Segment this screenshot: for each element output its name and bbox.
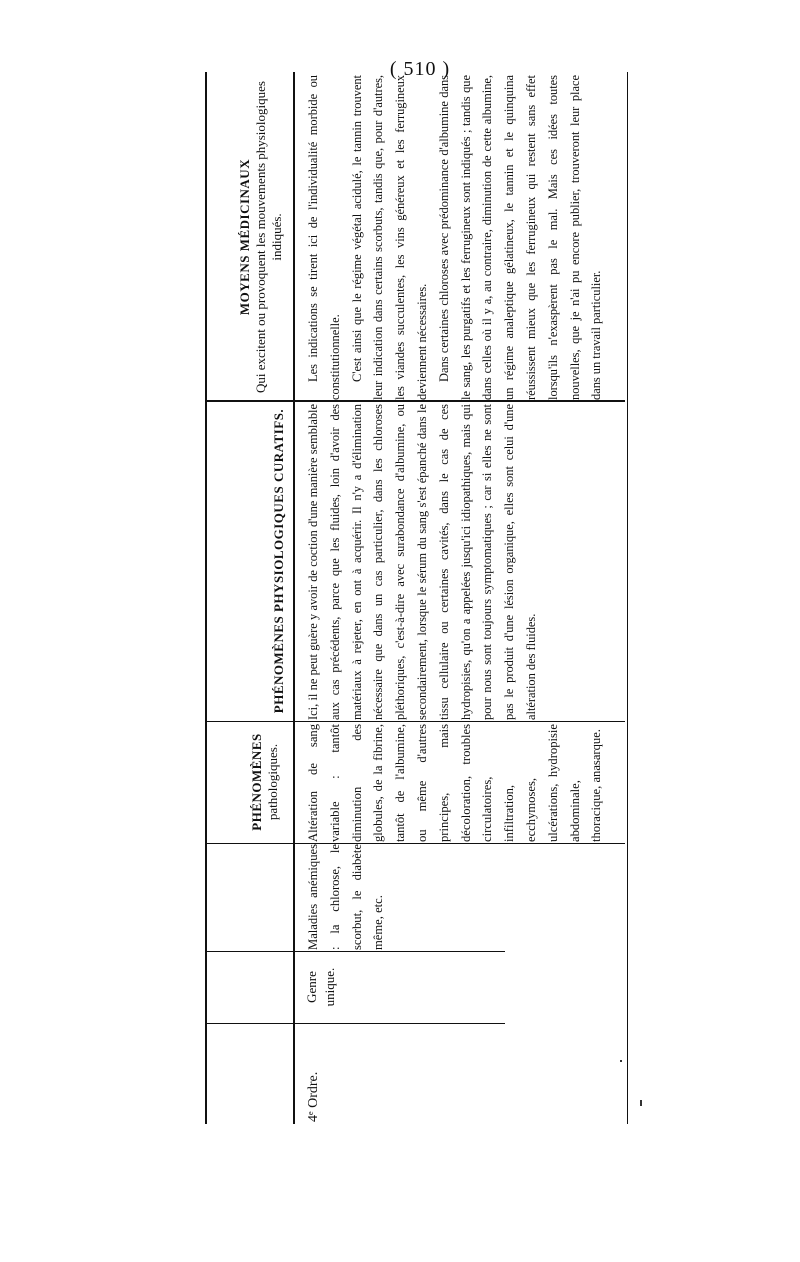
header-phenomenes-subtitle: pathologiques. [265,743,280,821]
rotated-classification-table [165,70,635,1130]
moyens-paragraph-2: C'est ainsi que le régime végétal acidulé, le tannin trouvent leur indication dans certains scorbuts, tandis que, pour d'autres, les viandes succulentes, les vins généreux et les ferrugineux deviennent nécessaires. [349,75,429,400]
header-moyens-subtitle: Qui excitent ou provoquent les mouvements physiologiques indiqués. [253,81,284,393]
table-bottom-rule [627,72,628,1124]
print-speck [640,1100,642,1106]
header-moyens-title: MOYENS MÉDICINAUX [237,158,252,316]
header-moyens [237,76,285,398]
column-rule [205,1023,505,1024]
page-number: ( 510 ) [389,58,451,80]
print-speck [620,1060,622,1062]
column-rule [205,843,625,844]
cell-moyens [303,75,608,400]
header-curatifs-title: PHÉNOMÈNES PHYSIOLOGIQUES CURATIFS. [271,408,286,714]
column-rule [205,401,625,403]
header-bottom-rule [293,72,295,1124]
cell-curatifs: Ici, il ne peut guère y avoir de coction d'une manière semblable aux cas précédents, parce que les fluides, loin d'avoir des matériaux à rejeter, en ont à acquérir. Il n'y a d'élimination nécessaire que dans un cas particulier, dans les chloroses pléthoriques, c'est-à-dire avec surabondance d'albumine, ou secondairement, lorsque le sérum du sang s'est épanché dans le tissu cellulaire ou certaines cavités, dans le cas de ces hydropisies, qu'on a appelées jusqu'ici idiopathiques, mais qui pour nous sont toujours symptomatiques ; car si elles ne sont pas le produit d'une lésion organique, elles sont celui d'une altération des fluides. [306,404,538,720]
header-phenomenes-title: PHÉNOMÈNES [249,733,264,831]
column-rule [205,951,505,952]
header-curatifs [271,404,287,718]
column-rule [205,721,625,722]
cell-genre: Genre unique. [304,967,337,1007]
cell-phenomenes: Altération de sang variable : tantôt diminution des globules, de la fibrine, tantôt de l'albumine, ou même d'autres principes, mais décoloration, troubles circulatoires, infiltration, ecchymoses, ulcérations, hydropisie abdominale, thoracique, anasarque. [306,724,604,842]
cell-maladies: Maladies anémiques : la chlorose, le scorbut, le diabète même, etc. [306,844,386,950]
moyens-paragraph-1: Les indications se tirent ici de l'individualité morbide ou constitutionnelle. [306,75,342,400]
header-top-rule [205,72,207,1124]
moyens-paragraph-3: Dans certaines chloroses avec prédominance d'albumine dans le sang, les purgatifs et les ferrugineux sont indiqués ; tandis que dans celles où il y a, au contraire, diminution de cette albumine, un régime analeptique gélatineux, le tannin et le quinquina réussissent mieux que les ferrugineux qui restent sans effet lorsqu'ils n'exaspèrent pas le mal. Mais ces idées toutes nouvelles, que je n'ai pu encore publier, trouveront leur place dans un travail particulier. [436,75,604,400]
cell-order: 4ᵉ Ordre. [306,1071,321,1122]
header-phenomenes [249,724,281,840]
